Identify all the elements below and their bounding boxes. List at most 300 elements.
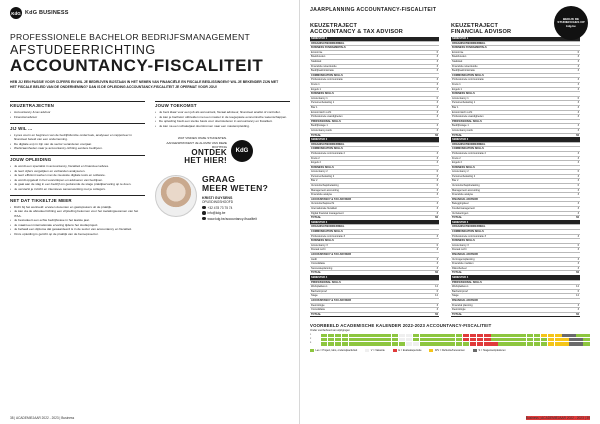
- course-name: Personenbelasting 1: [310, 101, 430, 106]
- course-name: Professionele communicatie 2: [451, 151, 571, 156]
- course-credits: 3: [430, 257, 439, 262]
- calendar-week-cell: [534, 334, 541, 338]
- course-name: FINANCIAL ADVISOR: [451, 197, 571, 202]
- course-credits: 12: [430, 285, 439, 290]
- studiefiches-stamp[interactable]: BEKIJK DE STUDIEFICHES OP kdg.be: [554, 6, 588, 40]
- course-name: TOTAAL: [310, 133, 430, 138]
- calendar-week-cell: [335, 342, 342, 346]
- course-credits: 3: [430, 211, 439, 216]
- calendar-week-cell: [477, 342, 484, 346]
- course-name: ORGANISATIEONDERDEEL: [451, 225, 571, 230]
- course-credits: 3: [571, 110, 580, 115]
- course-name: Statistiek: [310, 60, 430, 65]
- calendar-week-cell: [377, 334, 384, 338]
- calendar-week-cell: [377, 338, 384, 342]
- course-credits: 3: [430, 174, 439, 179]
- list-item: • Accountancy & tax advisor: [10, 110, 145, 114]
- course-name: Financiële markten: [451, 262, 571, 267]
- calendar-week-cell: [434, 334, 441, 338]
- course-credits: 3: [430, 69, 439, 74]
- calendar-grid: [310, 334, 590, 346]
- course-name: Professionele communicatie 2: [310, 151, 430, 156]
- contact-heading-1: GRAAG: [202, 173, 236, 184]
- course-name: BUSINESS SKILLS: [310, 165, 430, 170]
- course-credits: 3: [430, 151, 439, 156]
- calendar-week-cell: [541, 338, 548, 342]
- course-name: Financiële rekenkunde: [451, 64, 571, 69]
- course-name: Management accounting: [451, 188, 571, 193]
- calendar-week-cell: [470, 334, 477, 338]
- course-name: BUSINESS SKILLS: [310, 239, 430, 244]
- course-credits: 3: [430, 308, 439, 313]
- course-credits: 3: [430, 193, 439, 198]
- course-credits: 3: [430, 124, 439, 129]
- course-name: ORGANISATIEONDERDEEL: [310, 142, 430, 147]
- calendar-week-cell: [484, 334, 491, 338]
- course-name: Kredietmanagement: [451, 207, 571, 212]
- course-name: SEMESTER 1: [310, 37, 430, 41]
- course-name: BUSINESS SKILLS: [451, 165, 571, 170]
- calendar-week-cell: [512, 334, 519, 338]
- calendar-week-cell: [484, 342, 491, 346]
- calendar-week-cell: [413, 334, 420, 338]
- course-credits: 3: [571, 55, 580, 60]
- course-credits: 6: [571, 50, 580, 55]
- program-subtitle: AFSTUDEERRICHTING: [10, 43, 156, 57]
- course-credits: 3: [571, 105, 580, 110]
- course-name: Personenbelasting 1: [451, 101, 571, 106]
- course-name: Stage: [310, 294, 430, 299]
- calendar-week-cell: [370, 338, 377, 342]
- course-name: Economisch recht: [310, 110, 430, 115]
- calendar-week-cell: [328, 342, 335, 346]
- program-title: ACCOUNTANCY-FISCALITEIT: [10, 56, 264, 76]
- course-name: Verzekeringen: [451, 211, 571, 216]
- legend-label: S = Stage/werkplekleren: [478, 348, 506, 352]
- course-name: Accountancy 1: [451, 96, 571, 101]
- course-credits: 3: [571, 193, 580, 198]
- course-credits: 3: [571, 124, 580, 129]
- contact-block: [155, 175, 290, 221]
- track-1-heading-1: KEUZETRAJECT: [310, 23, 358, 29]
- course-name: Engels 2: [451, 161, 571, 166]
- calendar-week-cell: [427, 342, 434, 346]
- section-heading: KEUZETRAJECTEN: [10, 101, 145, 109]
- course-credits: 3: [430, 248, 439, 253]
- course-credits: 3: [571, 262, 580, 267]
- list-item: • De opleiding biedt een sterke basis voor doorstuderen in accountancy en fiscaliteit.: [155, 119, 290, 123]
- calendar-week-cell: [342, 338, 349, 342]
- course-name: Engels 1: [310, 87, 430, 92]
- track-2-heading-1: KEUZETRAJECT: [451, 23, 499, 29]
- calendar-row-label: 1: [310, 333, 312, 336]
- course-name: Bachelorproef: [451, 289, 571, 294]
- course-name: Accountancy 2: [451, 170, 571, 175]
- course-name: FINANCIAL ADVISOR: [451, 298, 571, 303]
- course-credits: 3: [430, 266, 439, 271]
- list-item: • Je kan via de afstudeerrichting een vrijstelling bekomen voor het toelatingsexamen van het ITAA.: [10, 209, 145, 218]
- calendar-week-cell: [527, 334, 534, 338]
- calendar-week-cell: [463, 342, 470, 346]
- course-name: Btw 1: [310, 105, 430, 110]
- calendar-week-cell: [562, 334, 569, 338]
- calendar-week-cell: [384, 342, 391, 346]
- calendar-week-cell: [413, 338, 420, 342]
- section-heading: JIJ WIL ...: [10, 123, 145, 131]
- list-item: • Je kan na een schakeljaar doorstromen naar een masteropleiding.: [155, 124, 290, 128]
- tracks: [310, 23, 590, 317]
- calendar-week-cell: [448, 342, 455, 346]
- course-name: TOTAAL: [310, 216, 430, 221]
- calendar-week-cell: [441, 342, 448, 346]
- list-item: • Je kan je bachelor uitbreiden met een master in de toegepaste economische wetenschappen.: [155, 115, 290, 119]
- course-name: Financial planning: [451, 303, 571, 308]
- course-name: Boekhouden: [310, 55, 430, 60]
- course-name: BUSINESS SKILLS: [451, 239, 571, 244]
- calendar-week-cell: [527, 338, 534, 342]
- course-name: Engels 1: [451, 87, 571, 92]
- calendar-week-cell: [527, 342, 534, 346]
- course-name: ACCOUNTANCY & TAX ADVISOR: [310, 252, 430, 257]
- course-name: Personenbelasting 2: [310, 174, 430, 179]
- course-name: Accountancy 2: [310, 170, 430, 175]
- list-item: • Je versterkt je inzicht en intensieve samenwerking met je collega's.: [10, 187, 145, 191]
- course-credits: 3: [571, 101, 580, 106]
- course-name: PROFESSIONAL SKILLS: [310, 280, 430, 285]
- calendar-week-cell: [491, 334, 498, 338]
- course-name: Accountancy 3: [310, 243, 430, 248]
- calendar-week-cell: [321, 338, 328, 342]
- course-credits: 60: [430, 271, 439, 276]
- cta-qr-badge[interactable]: KdG: [231, 140, 253, 162]
- course-name: COMMUNICATION SKILLS: [451, 147, 571, 152]
- calendar-week-cell: [519, 334, 526, 338]
- course-name: Management accounting: [310, 188, 430, 193]
- calendar-week-cell: [484, 338, 491, 342]
- content-column-right: [155, 97, 290, 236]
- section-heading: JOUW TOEKOMST: [155, 101, 290, 109]
- course-credits: 6: [571, 243, 580, 248]
- brand-name: KdG BUSINESS: [25, 10, 69, 16]
- calendar-week-cell: [328, 334, 335, 338]
- course-name: SEMESTER 4: [451, 275, 571, 280]
- list-item: • De digitale exp in zijn van de sector veranderen voorjaar.: [10, 142, 145, 146]
- course-credits: 3: [571, 303, 580, 308]
- calendar-week-cell: [335, 338, 342, 342]
- contact-name: KRISTI GUYSENS: [202, 195, 233, 200]
- course-credits: 12: [430, 294, 439, 299]
- section-heading: JOUW OPLEIDING: [10, 155, 145, 163]
- calendar-row-label: 3: [310, 341, 312, 344]
- contact-site-row[interactable]: [202, 217, 268, 221]
- calendar-week-cell: [434, 338, 441, 342]
- course-credits: 3: [430, 128, 439, 133]
- course-credits: 3: [571, 83, 580, 88]
- calendar-week-cell: [406, 338, 413, 342]
- course-name: Accountancy 1: [310, 96, 430, 101]
- calendar-week-cell: [342, 342, 349, 346]
- course-credits: 6: [571, 184, 580, 189]
- calendar-week-cell: [541, 342, 548, 346]
- course-name: Bedrijfsstage 1: [310, 124, 430, 129]
- calendar-week-cell: [384, 334, 391, 338]
- course-name: Bachelorproef: [310, 289, 430, 294]
- course-name: ORGANISATIEONDERDEEL: [451, 142, 571, 147]
- course-name: SEMESTER 2: [310, 138, 430, 143]
- course-name: Btw 1: [451, 105, 571, 110]
- section-list: [155, 110, 290, 128]
- course-credits: 3: [430, 156, 439, 161]
- calendar-week-cell: [491, 342, 498, 346]
- legend-label: Les = Project, labo, onderwijsactiviteit: [315, 348, 358, 352]
- table-row: [451, 312, 580, 317]
- calendar-week-cell: [498, 342, 505, 346]
- course-name: ACCOUNTANCY & TAX ADVISOR: [310, 197, 430, 202]
- course-name: Risicobeheer: [451, 266, 571, 271]
- course-credits: 3: [571, 128, 580, 133]
- calendar-week-cell: [413, 342, 420, 346]
- course-name: Consolidatie: [310, 262, 430, 267]
- footer-left: 38 | ACADEMIEJAAR 2022 - 2023 | Business: [10, 416, 75, 420]
- course-credits: 3: [571, 257, 580, 262]
- list-item: • Je wordt opgeleid in het vooruitlopen en adviseren van bedrijven.: [10, 178, 145, 182]
- course-credits: 3: [571, 266, 580, 271]
- calendar-week-cell: [576, 334, 583, 338]
- course-credits: 3: [430, 303, 439, 308]
- calendar-week-cell: [441, 334, 448, 338]
- planning-title: JAARPLANNING ACCOUNTANCY-FISCALITEIT: [310, 7, 437, 13]
- course-credits: 3: [430, 55, 439, 60]
- course-credits: 12: [571, 285, 580, 290]
- legend-label: R/V = Reflectie/herexamen: [434, 348, 465, 352]
- course-name: TOTAAL: [310, 312, 430, 317]
- list-item: • Je behaalt een diploma dat gewaardeerd is in de sector van accountancy en fiscaliteit.: [10, 227, 145, 231]
- course-credits: 60: [571, 312, 580, 317]
- calendar-title: VOORBEELD ACADEMISCHE KALENDER 2022-2023 ACCOUNTANCY-FISCALITEIT: [310, 323, 492, 329]
- list-item: • Dicht bij het werkveld: ervaren docenten en gastsprekers uit de praktijk.: [10, 205, 145, 209]
- calendar-week-cell: [420, 342, 427, 346]
- calendar-week-cell: [448, 338, 455, 342]
- course-name: TOTAAL: [451, 312, 571, 317]
- track-2-heading-2: FINANCIAL ADVISOR: [451, 29, 512, 36]
- track-1-heading-2: ACCOUNTANCY & TAX ADVISOR: [310, 29, 404, 36]
- calendar-week-cell: [406, 342, 413, 346]
- calendar-week-cell: [548, 334, 555, 338]
- course-credits: 60: [430, 216, 439, 221]
- course-credits: 3: [571, 207, 580, 212]
- legend-item: [365, 349, 385, 352]
- calendar-week-cell: [420, 334, 427, 338]
- calendar-week-cell: [562, 342, 569, 346]
- intro-text: HEB JIJ EEN PASSIE VOOR CIJFERS EN WIL JE BEDRIJVEN BIJSTAAN IN HET NEMEN VAN FINANCIËLE EN FISCALE BESLISSINGEN? WIL JE BEKENDER ZIJN MET HET FISCALE BELEID VAN DE ONDERNEMING? DAN IS DE OPLEIDING ACCOUNTANCY-FISCALITEIT JE OPERMAT VOOR JOU!: [10, 80, 279, 89]
- legend-swatch: [393, 349, 397, 352]
- course-name: Professionele communicatie: [451, 78, 571, 83]
- course-name: Vennootschapsrecht: [310, 202, 430, 207]
- course-name: BUSINESS SKILLS: [451, 92, 571, 97]
- course-name: Bedrijfsstage 1: [451, 124, 571, 129]
- course-name: COMMUNICATION SKILLS: [451, 230, 571, 235]
- calendar-week-cell: [505, 338, 512, 342]
- calendar-week-cell: [569, 342, 576, 346]
- course-credits: 3: [571, 188, 580, 193]
- course-name: Beleggingsleer: [451, 202, 571, 207]
- list-item: • Werkzaamheden naar je accountancy-richting eerdere bedrijven.: [10, 146, 145, 150]
- course-credits: 3: [430, 105, 439, 110]
- course-credits: 3: [430, 161, 439, 166]
- calendar-week-cell: [548, 342, 555, 346]
- course-name: PROFESSIONAL SKILLS: [310, 119, 430, 124]
- calendar-week-cell: [470, 338, 477, 342]
- list-item: • Je wordt een specialist in accountancy, fiscaliteit en financieel advies.: [10, 164, 145, 168]
- course-name: Accountancy 3: [451, 243, 571, 248]
- program-kicker: PROFESSIONELE BACHELOR BEDRIJFSMANAGEMENT: [10, 32, 251, 42]
- calendar-week-cell: [491, 338, 498, 342]
- course-credits: 6: [430, 96, 439, 101]
- course-credits: 3: [430, 64, 439, 69]
- section-list: [10, 133, 145, 151]
- course-name: Deontologie: [451, 308, 571, 313]
- calendar-week-cell: [392, 334, 399, 338]
- course-name: TOTAAL: [310, 271, 430, 276]
- legend-swatch: [365, 349, 369, 352]
- calendar-week-cell: [448, 334, 455, 338]
- course-name: Btw 2: [451, 179, 571, 184]
- course-name: Bedrijfsadministratie: [310, 69, 430, 74]
- legend-item: [429, 349, 464, 352]
- course-name: Financiële analyse: [451, 193, 571, 198]
- list-item: • Financial advisor: [10, 115, 145, 119]
- course-name: Btw 2: [310, 179, 430, 184]
- brand-logo: KdG: [10, 7, 22, 19]
- course-name: COMMUNICATION SKILLS: [310, 147, 430, 152]
- course-credits: 6: [430, 184, 439, 189]
- calendar-week-cell: [555, 338, 562, 342]
- course-name: Boekhouden: [451, 55, 571, 60]
- course-name: Werkplekleren: [451, 285, 571, 290]
- course-name: Stage: [451, 294, 571, 299]
- course-name: Financiële analyse: [310, 193, 430, 198]
- calendar-week-cell: [541, 334, 548, 338]
- course-name: Statistiek: [451, 60, 571, 65]
- course-name: SEMESTER 2: [451, 138, 571, 143]
- course-credits: 12: [571, 294, 580, 299]
- list-item: • Je bestudeert een echte bedrijfscase in het laatste jaar.: [10, 218, 145, 222]
- calendar-legend: [310, 349, 590, 352]
- calendar-week-cell: [569, 334, 576, 338]
- contact-email-row[interactable]: [202, 211, 268, 215]
- calendar-week-cell: [420, 338, 427, 342]
- course-credits: 3: [571, 234, 580, 239]
- calendar-week-cell: [562, 338, 569, 342]
- contact-phone: +32 478 73 75 74: [207, 205, 233, 210]
- course-credits: 60: [571, 271, 580, 276]
- course-name: Economie: [310, 50, 430, 55]
- video-cta[interactable]: [155, 136, 290, 165]
- course-credits: 60: [571, 216, 580, 221]
- contact-email: info@kdg.be: [207, 211, 226, 216]
- course-name: Professionele vaardigheden: [310, 115, 430, 120]
- course-credits: 3: [430, 179, 439, 184]
- calendar-week-cell: [512, 338, 519, 342]
- course-name: Werkplekleren: [310, 285, 430, 290]
- calendar-week-cell: [356, 334, 363, 338]
- calendar-row-label: 2: [310, 337, 312, 340]
- list-item: • Je leert efficiënt werken met de nieuwste digitale tools en software.: [10, 173, 145, 177]
- course-name: Frans 2: [451, 156, 571, 161]
- section-heading: NET DAT TIKKELTJE MEER: [10, 195, 145, 203]
- contact-heading-2: MEER WETEN?: [202, 182, 269, 193]
- course-name: Internationale fiscaliteit: [310, 207, 430, 212]
- list-item: • Je bent klaar voor een job als accountant, fiscaal adviseur, financieel analist of controller.: [155, 110, 290, 114]
- course-name: Fiscaal recht: [451, 248, 571, 253]
- course-name: Vermogensplanning: [451, 257, 571, 262]
- course-name: PROFESSIONAL SKILLS: [451, 119, 571, 124]
- contact-phone-row[interactable]: [202, 206, 268, 210]
- course-credits: 3: [430, 234, 439, 239]
- calendar-week-cell: [555, 334, 562, 338]
- course-credits: 3: [571, 248, 580, 253]
- calendar-week-cell: [427, 334, 434, 338]
- content-columns: [10, 97, 290, 236]
- legend-label: E = Evaluatieperiode: [398, 348, 422, 352]
- course-credits: 3: [430, 262, 439, 267]
- course-name: Bedrijfsadministratie: [451, 69, 571, 74]
- curriculum-table: [451, 37, 580, 317]
- calendar-week-cell: [377, 342, 384, 346]
- course-credits: 3: [571, 60, 580, 65]
- course-credits: 60: [430, 312, 439, 317]
- calendar-week-cell: [576, 338, 583, 342]
- course-name: Economie: [451, 50, 571, 55]
- course-name: Professionele vaardigheden: [451, 115, 571, 120]
- calendar-week-cell: [349, 338, 356, 342]
- calendar-week-cell: [342, 334, 349, 338]
- course-credits: 3: [571, 202, 580, 207]
- course-credits: 3: [571, 69, 580, 74]
- calendar-week-cell: [456, 342, 463, 346]
- calendar-week-cell: [505, 334, 512, 338]
- course-name: TOTAAL: [451, 133, 571, 138]
- section-list: [10, 164, 145, 191]
- calendar-week-cell: [384, 338, 391, 342]
- course-credits: 60: [571, 133, 580, 138]
- course-credits: 6: [430, 243, 439, 248]
- course-name: Successieplanning: [310, 266, 430, 271]
- calendar-week-cell: [370, 342, 377, 346]
- calendar-week-cell: [399, 342, 406, 346]
- course-name: Professionele communicatie 3: [451, 234, 571, 239]
- course-credits: 3: [571, 156, 580, 161]
- course-name: Fiscaal recht: [310, 248, 430, 253]
- calendar-week-cell: [519, 338, 526, 342]
- curriculum-table: [310, 37, 439, 317]
- email-icon: [202, 211, 206, 215]
- course-name: Audit: [310, 257, 430, 262]
- calendar-subtitle: Onder voorbehoud van wijzigingen: [310, 328, 350, 332]
- calendar-week-cell: [583, 338, 590, 342]
- track-financial: [451, 23, 580, 317]
- content-column-left: [10, 97, 145, 236]
- calendar-week-cell: [427, 338, 434, 342]
- course-name: SEMESTER 3: [451, 220, 571, 225]
- course-credits: 6: [430, 289, 439, 294]
- calendar-week-cell: [363, 338, 370, 342]
- list-item: • Je gaat aan de slag in een bedrijf om gedurende de stage praktijkervaring op te doen.: [10, 182, 145, 186]
- course-name: SEMESTER 3: [310, 220, 430, 225]
- calendar-week-cell: [392, 342, 399, 346]
- calendar-week-cell: [328, 338, 335, 342]
- course-credits: 3: [430, 115, 439, 120]
